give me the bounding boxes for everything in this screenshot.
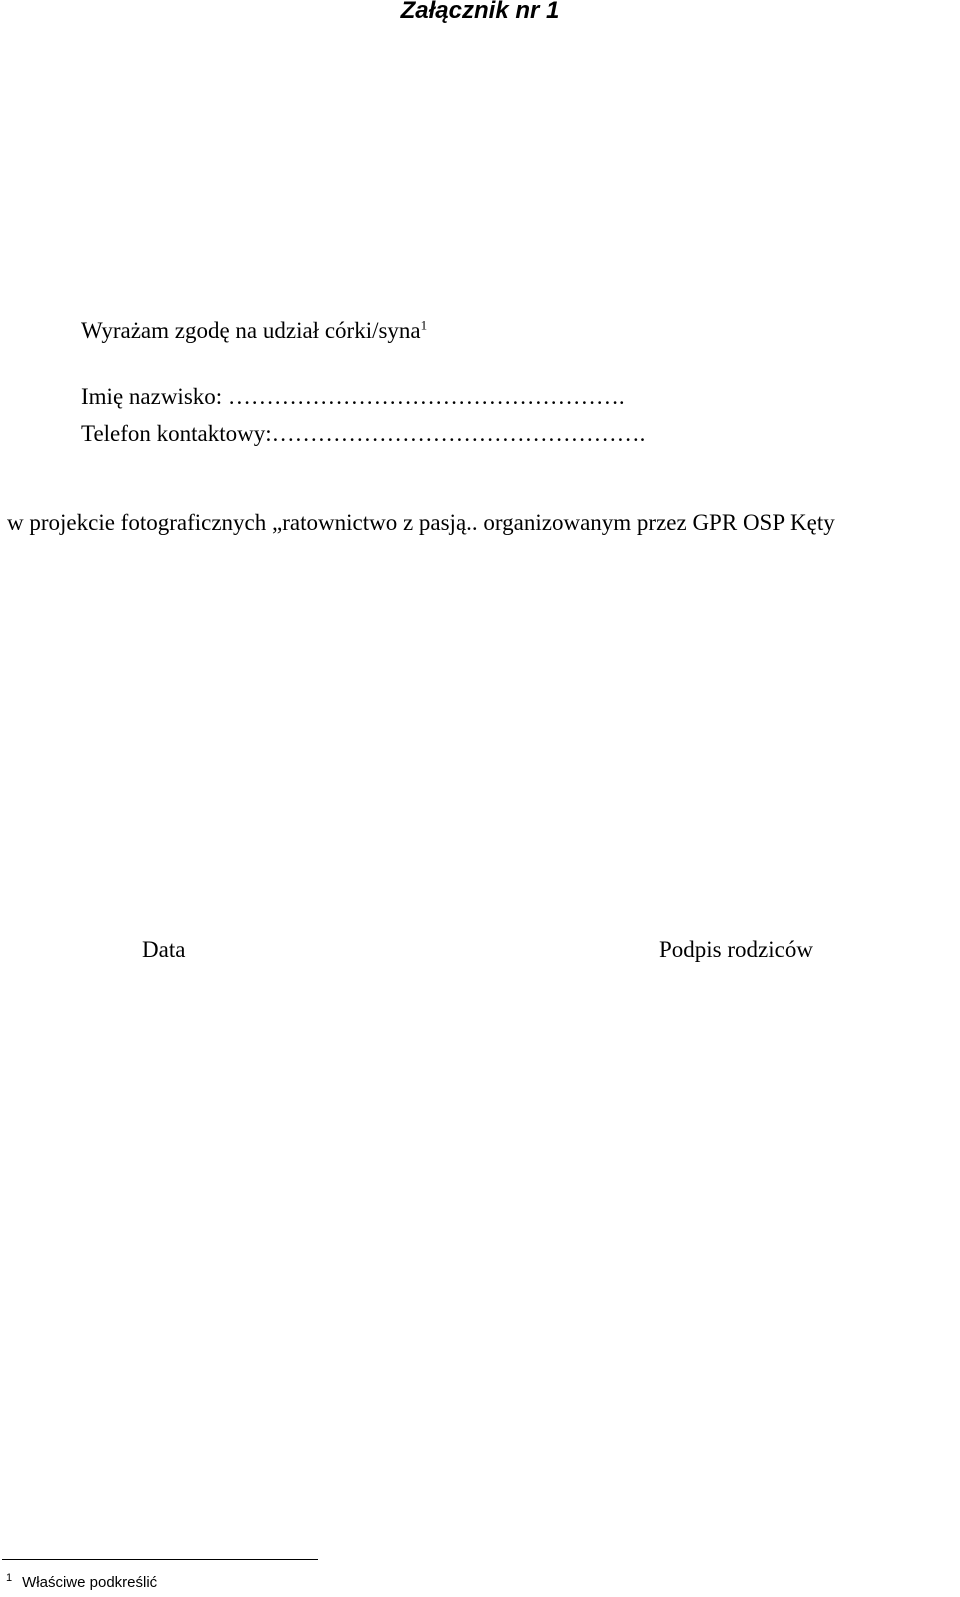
phone-field-line: Telefon kontaktowy:…………………………………………. — [81, 421, 646, 446]
footnote-mark: 1 — [6, 1572, 13, 1584]
consent-text: Wyrażam zgodę na udział córki/syna — [81, 318, 421, 343]
project-statement: w projekcie fotograficznych „ratownictwo z pasją.. organizowanym przez GPR OSP Kęty — [7, 510, 835, 535]
footnote-text: Właściwe podkreślić — [22, 1574, 158, 1591]
footnote-divider — [2, 1559, 318, 1560]
footnote — [6, 1572, 157, 1594]
parent-signature-label: Podpis rodziców — [659, 937, 813, 962]
page-title: Załącznik nr 1 — [400, 0, 560, 24]
consent-statement — [81, 316, 427, 346]
footnote-reference: 1 — [420, 317, 428, 333]
date-label: Data — [142, 937, 186, 962]
name-field-line: Imię nazwisko: ……………………………………………. — [81, 384, 625, 409]
